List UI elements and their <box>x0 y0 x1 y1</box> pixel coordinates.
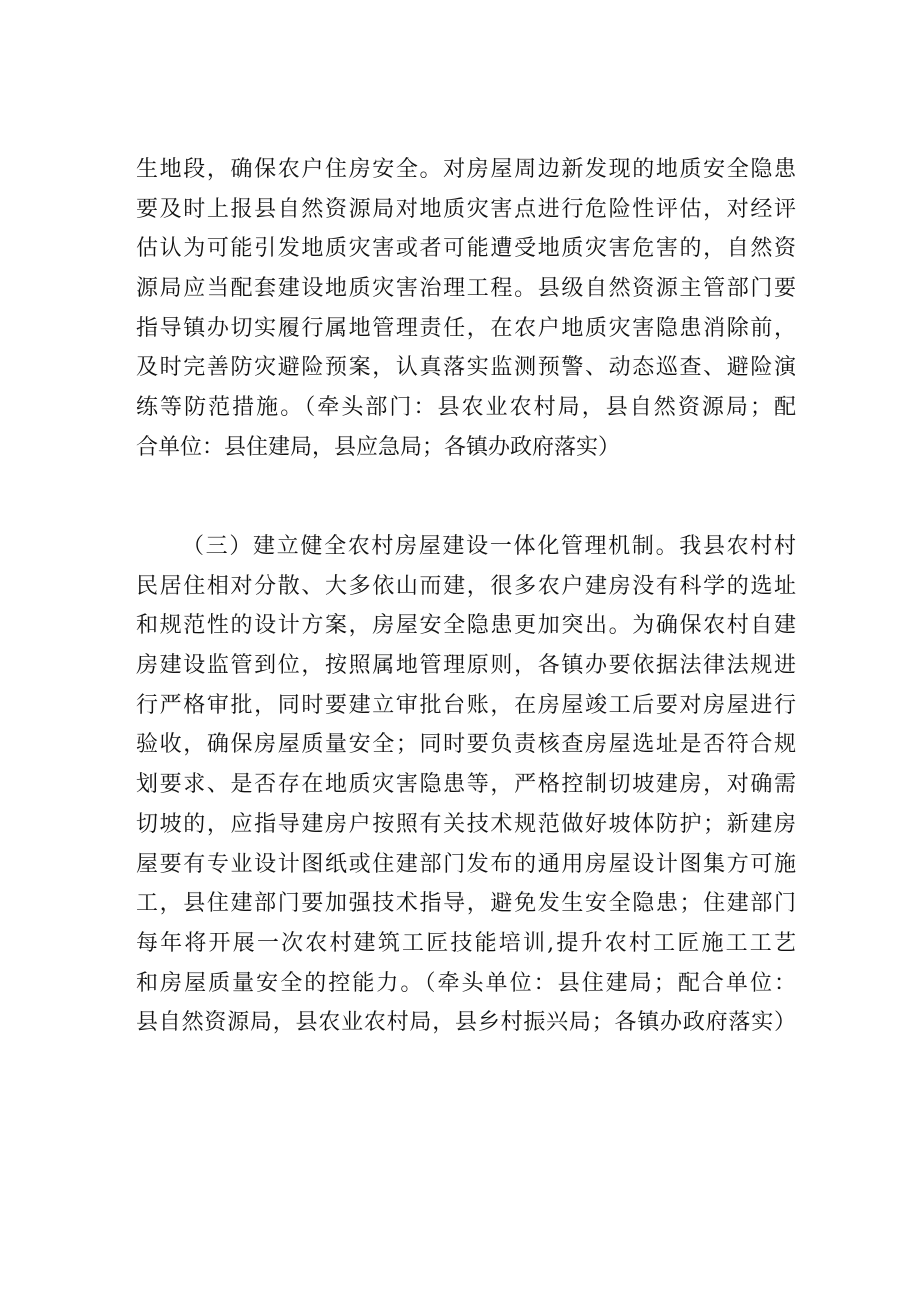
text-line: 划要求、是否存在地质灾害隐患等，严格控制切坡建房，对确需 <box>136 772 796 798</box>
text-line: 房建设监管到位，按照属地管理原则，各镇办要依据法律法规进 <box>136 653 796 679</box>
text-line: 民居住相对分散、大多依山而建，很多农户建房没有科学的选址 <box>136 573 796 599</box>
text-line: 和房屋质量安全的控能力。（牵头单位：县住建局；配合单位： <box>136 970 796 996</box>
text-line: 工，县住建部门要加强技术指导，避免发生安全隐患；住建部门 <box>136 891 796 917</box>
text-line: 和规范性的设计方案，房屋安全隐患更加突出。为确保农村自建 <box>136 613 796 639</box>
text-line: 县自然资源局，县农业农村局，县乡村振兴局；各镇办政府落实） <box>136 1010 796 1036</box>
text-line: 切坡的，应指导建房户按照有关技术规范做好坡体防护；新建房 <box>136 811 796 837</box>
text-line: 指导镇办切实履行属地管理责任，在农户地质灾害隐患消除前， <box>136 315 796 341</box>
paragraph-continuation <box>136 150 796 468</box>
paragraph-section-three <box>136 527 796 1043</box>
text-line: 屋要有专业设计图纸或住建部门发布的通用房屋设计图集方可施 <box>136 851 796 877</box>
text-line: 源局应当配套建设地质灾害治理工程。县级自然资源主管部门要 <box>136 276 796 302</box>
text-line: 练等防范措施。（牵头部门：县农业农村局，县自然资源局；配 <box>136 395 796 421</box>
text-line: 每年将开展一次农村建筑工匠技能培训,提升农村工匠施工工艺 <box>136 930 796 956</box>
text-line: 合单位：县住建局，县应急局；各镇办政府落实） <box>136 434 621 460</box>
text-line: 及时完善防灾避险预案，认真落实监测预警、动态巡查、避险演 <box>136 355 796 381</box>
section-heading-line: （三）建立健全农村房屋建设一体化管理机制。我县农村村 <box>182 534 796 559</box>
text-line: 验收，确保房屋质量安全；同时要负责核查房屋选址是否符合规 <box>136 732 796 758</box>
text-line: 要及时上报县自然资源局对地质灾害点进行危险性评估，对经评 <box>136 196 796 222</box>
text-line: 行严格审批，同时要建立审批台账，在房屋竣工后要对房屋进行 <box>136 692 796 718</box>
text-line: 生地段，确保农户住房安全。对房屋周边新发现的地质安全隐患 <box>136 157 796 182</box>
text-line: 估认为可能引发地质灾害或者可能遭受地质灾害危害的，自然资 <box>136 236 796 262</box>
